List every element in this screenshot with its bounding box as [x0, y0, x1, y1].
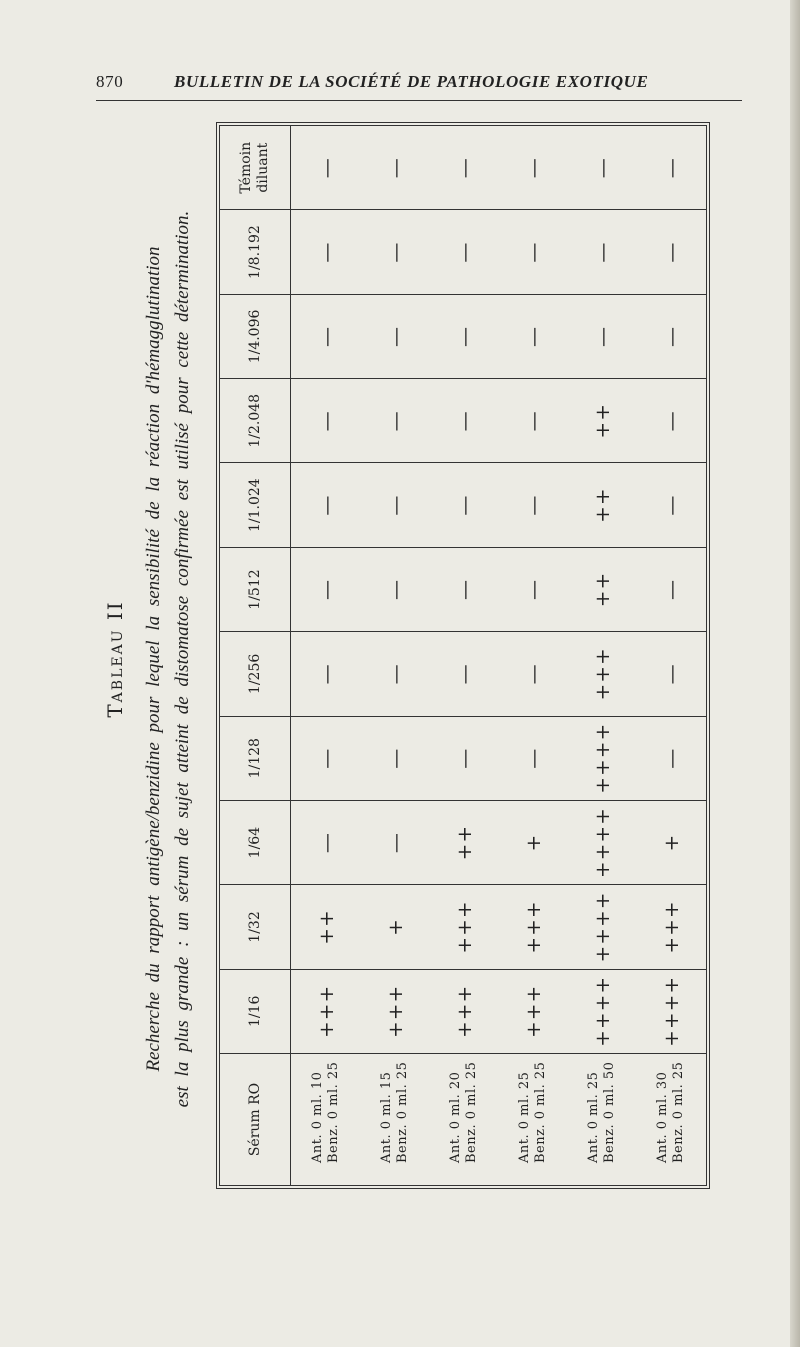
- row-label: [361, 1054, 430, 1186]
- result-cell: +: [636, 800, 706, 884]
- result-cell: —: [636, 463, 706, 547]
- result-cell: —: [498, 294, 567, 378]
- result-cell: ++++: [567, 969, 636, 1053]
- result-cell: +++: [430, 885, 499, 969]
- table-row: [291, 126, 361, 1186]
- result-cell: +++: [498, 885, 567, 969]
- table-row: [636, 126, 706, 1186]
- page-edge: [790, 0, 800, 1347]
- result-cell: —: [567, 294, 636, 378]
- control-header-line-2: diluant: [255, 142, 271, 193]
- column-header-dilution: 1/512: [220, 547, 291, 631]
- result-cell: —: [361, 379, 430, 463]
- result-cell: —: [291, 210, 361, 294]
- result-cell: +: [361, 885, 430, 969]
- result-cell: —: [636, 294, 706, 378]
- result-cell: —: [430, 210, 499, 294]
- result-cell: +++: [567, 632, 636, 716]
- result-cell: —: [430, 379, 499, 463]
- column-header-control: [220, 126, 291, 210]
- result-cell: ++: [291, 885, 361, 969]
- result-cell: —: [291, 800, 361, 884]
- result-cell: —: [291, 294, 361, 378]
- column-header-dilution: 1/4.096: [220, 294, 291, 378]
- result-cell: ++++: [567, 885, 636, 969]
- row-label: [430, 1054, 499, 1186]
- column-header-dilution: 1/16: [220, 969, 291, 1053]
- result-cell: —: [430, 463, 499, 547]
- benzidine-volume: Benz. 0 ml. 25: [532, 1061, 548, 1163]
- result-cell: ++++: [567, 716, 636, 800]
- row-label: [291, 1054, 361, 1186]
- result-cell: —: [291, 716, 361, 800]
- result-cell: ++++: [636, 969, 706, 1053]
- result-cell: —: [361, 716, 430, 800]
- result-cell: +++: [361, 969, 430, 1053]
- row-label: [567, 1054, 636, 1186]
- result-cell: —: [430, 716, 499, 800]
- antigen-volume: Ant. 0 ml. 15: [379, 1071, 395, 1163]
- result-cell: —: [361, 632, 430, 716]
- result-cell: ++: [430, 800, 499, 884]
- benzidine-volume: Benz. 0 ml. 25: [325, 1061, 341, 1163]
- result-cell: —: [361, 126, 430, 210]
- running-header: [96, 72, 742, 98]
- result-cell: —: [498, 547, 567, 631]
- result-cell: —: [361, 294, 430, 378]
- result-cell: —: [291, 463, 361, 547]
- result-cell: ++++: [567, 800, 636, 884]
- journal-title: BULLETIN DE LA SOCIÉTÉ DE PATHOLOGIE EXOTIQUE: [174, 72, 649, 91]
- result-cell: —: [498, 126, 567, 210]
- result-cell: —: [291, 547, 361, 631]
- result-cell: —: [636, 547, 706, 631]
- result-cell: +++: [636, 885, 706, 969]
- result-cell: —: [430, 632, 499, 716]
- table-row: [430, 126, 499, 1186]
- result-cell: ++: [567, 379, 636, 463]
- result-cell: —: [636, 716, 706, 800]
- table-row: [361, 126, 430, 1186]
- result-cell: ++: [567, 547, 636, 631]
- antigen-volume: Ant. 0 ml. 25: [516, 1071, 532, 1163]
- result-cell: —: [636, 632, 706, 716]
- column-header-dilution: 1/2.048: [220, 379, 291, 463]
- table-header-row: [220, 126, 291, 1186]
- result-cell: —: [361, 463, 430, 547]
- row-label: [498, 1054, 567, 1186]
- result-cell: +++: [498, 969, 567, 1053]
- result-cell: —: [498, 463, 567, 547]
- caption-line-1: Recherche du rapport antigène/benzidine pour lequel la sensibilité de la réaction d'hémagglutination: [143, 246, 164, 1072]
- result-cell: —: [430, 294, 499, 378]
- table-caption: [139, 119, 197, 1199]
- benzidine-volume: Benz. 0 ml. 25: [671, 1061, 687, 1163]
- antigen-volume: Ant. 0 ml. 30: [655, 1071, 671, 1163]
- results-table: [219, 125, 707, 1186]
- table-row: [567, 126, 636, 1186]
- result-cell: —: [361, 547, 430, 631]
- result-cell: —: [636, 126, 706, 210]
- table-row: [498, 126, 567, 1186]
- result-cell: —: [430, 547, 499, 631]
- table-title: Tableau II: [103, 600, 127, 718]
- row-label: [636, 1054, 706, 1186]
- result-cell: —: [498, 716, 567, 800]
- result-cell: —: [361, 210, 430, 294]
- benzidine-volume: Benz. 0 ml. 25: [464, 1061, 479, 1163]
- page-number: 870: [96, 72, 124, 91]
- result-cell: —: [636, 210, 706, 294]
- column-header-dilution: 1/128: [220, 716, 291, 800]
- result-cell: —: [567, 126, 636, 210]
- caption-line-2: est la plus grande : un sérum de sujet atteint de distomatose confirmée est utilisé pour cette détermination.: [172, 210, 193, 1108]
- column-header-dilution: 1/8.192: [220, 210, 291, 294]
- antigen-volume: Ant. 0 ml. 10: [309, 1071, 325, 1163]
- result-cell: —: [291, 632, 361, 716]
- result-cell: —: [567, 210, 636, 294]
- column-header-dilution: 1/1.024: [220, 463, 291, 547]
- antigen-volume: Ant. 0 ml. 20: [448, 1071, 463, 1163]
- result-cell: +: [498, 800, 567, 884]
- result-cell: ++: [567, 463, 636, 547]
- result-cell: —: [291, 126, 361, 210]
- antigen-volume: Ant. 0 ml. 25: [585, 1071, 601, 1163]
- rotated-table-block: [75, 119, 721, 1199]
- result-cell: —: [430, 126, 499, 210]
- result-cell: +++: [430, 969, 499, 1053]
- control-header-line-1: Témoin: [238, 141, 254, 194]
- column-header-dilution: 1/64: [220, 800, 291, 884]
- result-cell: —: [498, 379, 567, 463]
- result-cell: —: [636, 379, 706, 463]
- header-rule: [96, 100, 742, 101]
- table-frame: [216, 122, 710, 1189]
- result-cell: +++: [291, 969, 361, 1053]
- column-header-dilution: 1/256: [220, 632, 291, 716]
- column-header-dilution: 1/32: [220, 885, 291, 969]
- column-header-serum: Sérum RO: [220, 1054, 291, 1186]
- result-cell: —: [498, 210, 567, 294]
- benzidine-volume: Benz. 0 ml. 25: [395, 1061, 411, 1163]
- result-cell: —: [498, 632, 567, 716]
- result-cell: —: [291, 379, 361, 463]
- benzidine-volume: Benz. 0 ml. 50: [601, 1061, 617, 1163]
- result-cell: —: [361, 800, 430, 884]
